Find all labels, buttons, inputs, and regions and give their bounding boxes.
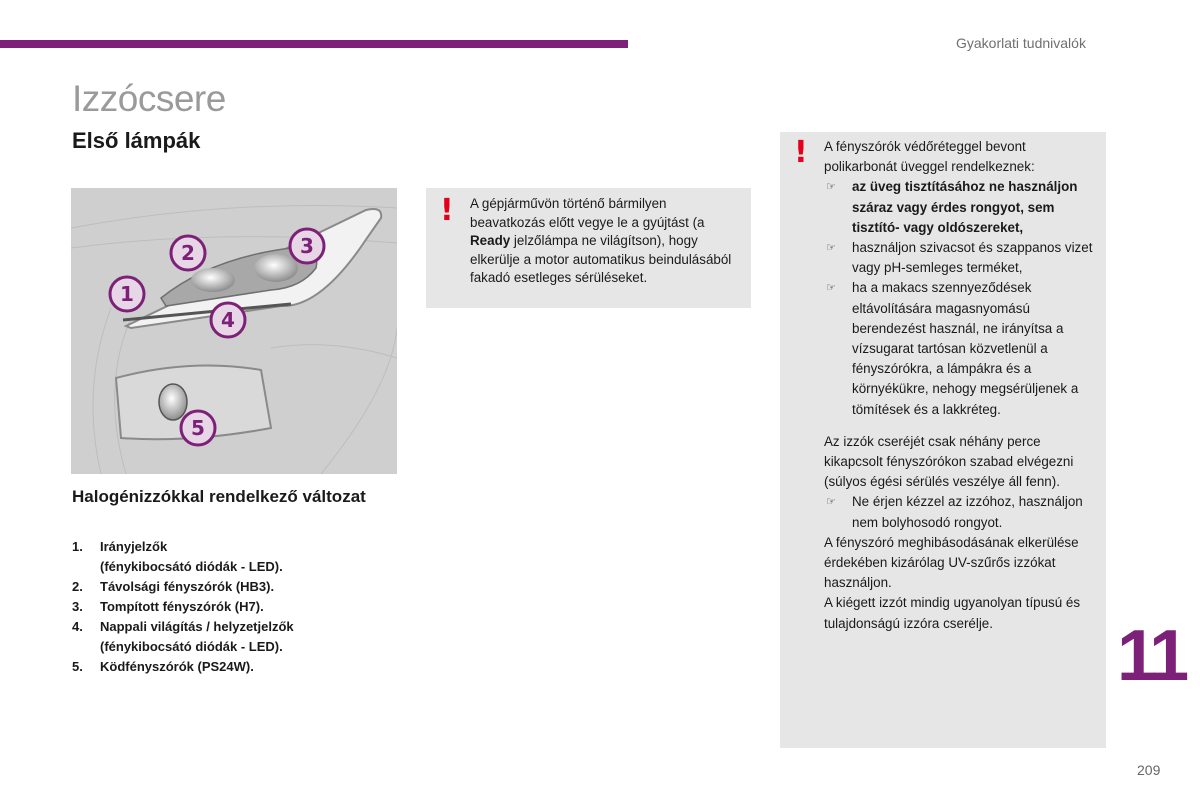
bullet-item: ☞ Ne érjen kézzel az izzóhoz, használjon nem bolyhosodó rongyot. <box>824 492 1094 532</box>
svg-text:1: 1 <box>120 282 134 306</box>
warning-text: A gépjárművön történő bármilyen beavatkozás előtt vegye le a gyújtást (a Ready jelzőlámpa ne világítson), hogy elkerülje a motor automatikus beindulásából fakadó esetleges sérüléseket. <box>470 196 732 285</box>
bullet-item: ☞ használjon szivacsot és szappanos vizet vagy pH-semleges terméket, <box>824 238 1094 278</box>
list-item: 3. Tompított fényszórók (H7). <box>72 599 264 614</box>
svg-text:3: 3 <box>300 234 314 258</box>
list-item: 1. Irányjelzők (fénykibocsátó diódák - LED). <box>72 539 283 574</box>
callout-4 <box>211 303 245 337</box>
bullet-item: ☞ ha a makacs szennyeződések eltávolítására magasnyomású berendezést használ, ne irányítsa a vízsugarat tartósan közvetlenül a fényszórókra, a lámpákra és a környékükre, nehogy megsérüljenek a tömítések és a lakkréteg. <box>824 278 1094 419</box>
list-item: 4. Nappali világítás / helyzetjelzők (fénykibocsátó diódák - LED). <box>72 619 294 654</box>
list-item: 2. Távolsági fényszórók (HB3). <box>72 579 275 594</box>
pointing-hand-icon: ☞ <box>826 496 836 509</box>
page-subtitle: Első lámpák <box>72 128 201 153</box>
svg-text:5: 5 <box>191 416 205 440</box>
svg-text:4: 4 <box>221 308 235 332</box>
page-number: 209 <box>1137 762 1161 778</box>
svg-text:2: 2 <box>181 241 195 265</box>
chapter-number: 11 <box>1117 616 1186 696</box>
pointing-hand-icon: ☞ <box>826 242 836 255</box>
parts-list <box>72 537 412 677</box>
paragraph: Az izzók cseréjét csak néhány perce kikapcsolt fényszórókon szabad elvégezni (súlyos égési sérülés veszélye áll fenn). <box>824 433 1074 490</box>
variant-title: Halogénizzókkal rendelkező változat <box>72 487 366 506</box>
warning-box-ignition <box>426 188 751 308</box>
warning-icon: ! <box>440 193 454 228</box>
callout-5 <box>181 411 215 445</box>
bullet-item: ☞ az üveg tisztításához ne használjon száraz vagy érdes rongyot, sem tisztító- vagy oldószereket, <box>824 177 1094 238</box>
pointing-hand-icon: ☞ <box>826 181 836 194</box>
headlamp-illustration <box>71 188 397 474</box>
section-header: Gyakorlati tudnivalók <box>956 35 1086 51</box>
warning-text <box>824 137 1094 634</box>
header-accent-bar <box>0 40 628 48</box>
page-title: Izzócsere <box>72 78 226 119</box>
callout-2 <box>171 236 205 270</box>
paragraph: A kiégett izzót mindig ugyanolyan típusú és tulajdonságú izzóra cserélje. <box>824 595 1081 631</box>
paragraph: A fényszóró meghibásodásának elkerülése érdekében kizárólag UV-szűrős izzókat használjon. <box>824 534 1079 591</box>
warning-intro: A fényszórók védőréteggel bevont polikarbonát üveggel rendelkeznek: <box>824 139 1035 175</box>
callout-3 <box>290 229 324 263</box>
callout-1 <box>110 277 144 311</box>
warning-box-lamp-care <box>780 132 1106 748</box>
warning-icon: ! <box>794 135 808 170</box>
list-item: 5. Ködfényszórók (PS24W). <box>72 659 254 674</box>
pointing-hand-icon: ☞ <box>826 282 836 295</box>
